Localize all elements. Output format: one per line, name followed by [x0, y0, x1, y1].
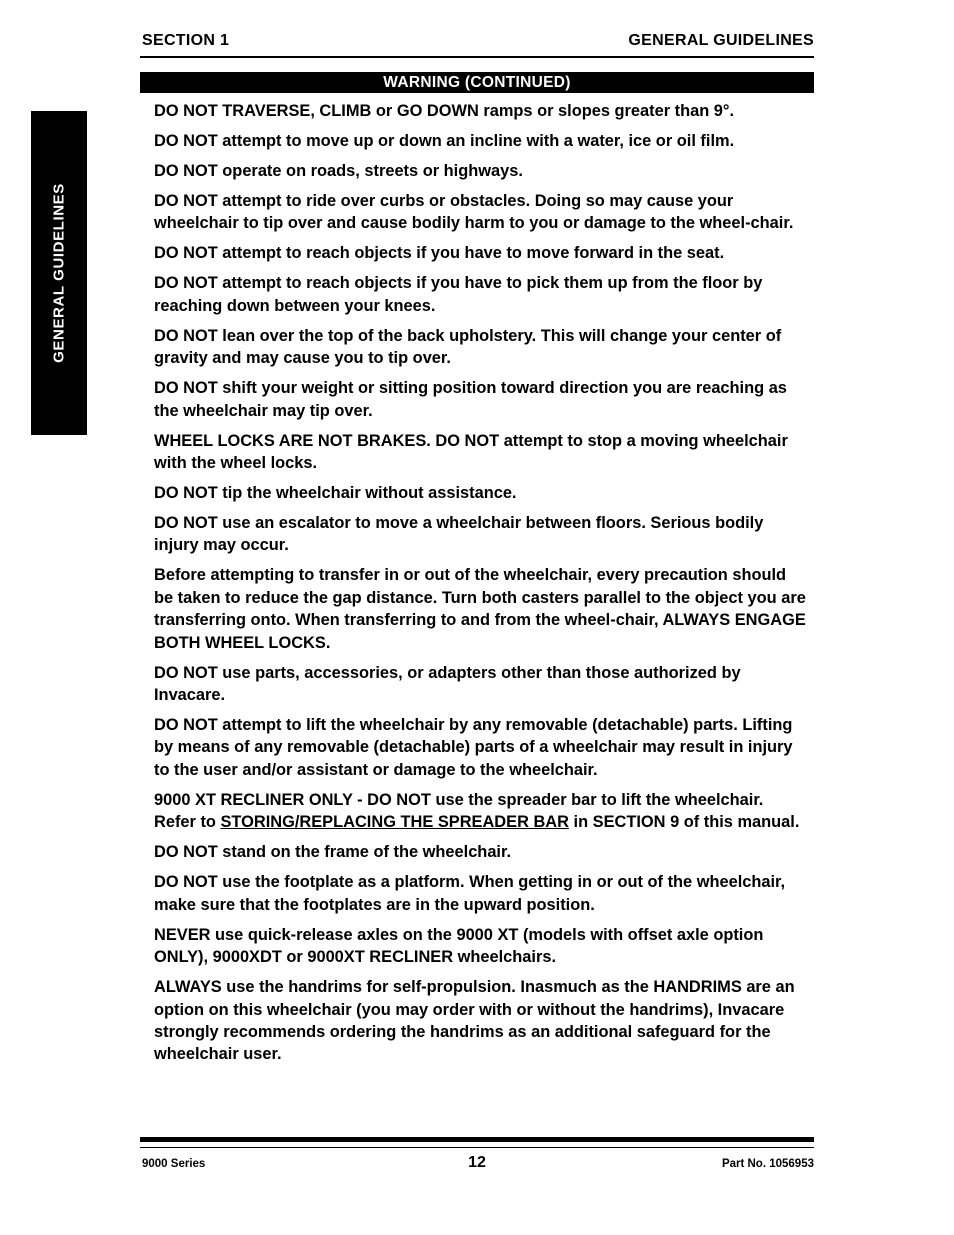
- warning-text: DO NOT: [154, 873, 223, 892]
- warning-text: shift your weight or sitting position toward direction you are reaching as the wheelchair may tip over.: [154, 379, 787, 420]
- warning-text: attempt to reach objects if you have to move forward in the seat.: [222, 244, 725, 263]
- warning-text: use parts, accessories, or adapters other than those authorized by Invacare.: [154, 663, 741, 705]
- warning-text: use the footplate as a platform. When getting in or out of the wheelchair, make sure that the footplates are in the upward position.: [154, 873, 786, 914]
- warning-item: [154, 242, 806, 264]
- page-header: [140, 30, 814, 58]
- warning-list: [154, 100, 806, 1073]
- warning-text: DO NOT: [154, 326, 223, 345]
- footer-rule: [140, 1137, 814, 1142]
- warning-text: use quick-release axles on the 9000 XT (models with offset axle option ONLY), 9000XDT or 9000XT RECLINER wheelchairs.: [154, 925, 764, 967]
- warning-item: [154, 130, 806, 152]
- warning-text: HANDRIMS: [653, 978, 747, 997]
- warning-text: use an escalator to move a wheelchair between floors. Serious bodily injury may occur.: [154, 514, 764, 555]
- warning-text: attempt to ride over curbs or obstacles. Doing so may cause your wheelchair to tip over and cause bodily harm to you or damage to the wheel-chair.: [154, 192, 794, 233]
- warning-text: ALWAYS: [154, 978, 227, 997]
- warning-text: .: [325, 633, 331, 652]
- warning-text: NEVER: [154, 925, 216, 944]
- warning-text: DO NOT: [154, 244, 223, 263]
- warning-item: [154, 662, 806, 707]
- warning-text: attempt to reach objects if you have to pick them up from the floor by reaching down between your knees.: [154, 274, 763, 315]
- warning-text: tip the wheelchair without assistance.: [222, 484, 517, 503]
- warning-text: ramps or slopes greater than 9°.: [483, 102, 735, 120]
- warning-text: or: [375, 102, 397, 120]
- warning-text: DO NOT: [154, 843, 223, 862]
- warning-text: WHEEL LOCKS ARE NOT BRAKES. DO NOT: [154, 431, 504, 450]
- warning-text: GO DOWN: [396, 102, 484, 120]
- warning-text: 9000 XT RECLINER ONLY - DO NOT: [154, 790, 436, 809]
- warning-text: DO NOT: [154, 162, 223, 180]
- warning-text: attempt to move up or down an incline with a water, ice or oil film.: [222, 132, 735, 150]
- warning-item: [154, 430, 806, 475]
- part-number: Part No. 1056953: [721, 1158, 814, 1170]
- warning-item: [154, 325, 806, 370]
- warning-item: [154, 512, 806, 557]
- warning-text: stand on the frame of the wheelchair.: [222, 843, 512, 862]
- warning-item: [154, 841, 806, 863]
- warning-link-text: STORING/REPLACING THE SPREADER BAR: [220, 813, 569, 832]
- warning-text: DO NOT: [154, 514, 223, 533]
- warning-item: [154, 377, 806, 422]
- warning-text: DO NOT: [154, 192, 223, 210]
- warning-item: [154, 272, 806, 317]
- warning-item: [154, 976, 806, 1066]
- section-label: SECTION 1: [142, 32, 230, 49]
- warning-text: DO NOT TRAVERSE, CLIMB: [154, 102, 376, 120]
- warning-text: operate on roads, streets or highways.: [222, 162, 523, 180]
- warning-item: [154, 160, 806, 182]
- header-title: GENERAL GUIDELINES: [628, 32, 814, 49]
- footer-rule-thin: [140, 1147, 814, 1148]
- warning-item: [154, 789, 806, 834]
- warning-text: DO NOT: [154, 274, 223, 293]
- warning-item: [154, 924, 806, 969]
- warning-text: in SECTION 9 of this manual.: [568, 813, 800, 832]
- side-tab-label: GENERAL GUIDELINES: [50, 183, 68, 363]
- warning-text: DO NOT: [154, 132, 223, 150]
- warning-text: attempt to stop a moving wheelchair with the wheel locks.: [154, 431, 788, 473]
- warning-text: Before attempting to transfer in or out of the wheelchair, every precaution should be taken to reduce the gap distance. Turn both casters parallel to the object you are transferring onto. When transferring to and from the wheel-chair,: [154, 566, 806, 630]
- warning-item: [154, 190, 806, 235]
- warning-text: DO NOT: [154, 484, 223, 503]
- warning-text: lean over the top of the back upholstery. This will change your center of gravity and may cause you to tip over.: [154, 326, 782, 368]
- warning-text: use the spreader bar to lift the wheelchair. Refer to: [154, 790, 764, 832]
- side-tab: [31, 111, 87, 435]
- warning-text: DO NOT: [154, 716, 223, 735]
- warning-text: ALWAYS ENGAGE BOTH WHEEL LOCKS: [154, 611, 806, 652]
- warning-item: [154, 871, 806, 916]
- warning-item: [154, 482, 806, 504]
- warning-text: DO NOT: [154, 379, 223, 398]
- warning-item: [154, 564, 806, 654]
- page-number: 12: [468, 1154, 486, 1171]
- warning-text: attempt to lift the wheelchair by any removable (detachable) parts. Lifting by means of any removable (detachable) parts of a wheelchair may result in injury to the user and/or assistant or damage to the wheelchair.: [154, 716, 793, 779]
- footer-series: 9000 Series: [142, 1158, 206, 1170]
- warning-item: [154, 100, 806, 122]
- warning-text: are an option on this wheelchair (you may order with or without the handrims), Invacare strongly recommends ordering the handrims as an additional safeguard for the wheelchair user.: [154, 978, 795, 1064]
- warning-item: [154, 714, 806, 781]
- warning-banner: WARNING (CONTINUED): [140, 72, 814, 93]
- warning-text: DO NOT: [154, 663, 223, 682]
- warning-text: use the handrims for self-propulsion. Inasmuch as the: [226, 978, 654, 997]
